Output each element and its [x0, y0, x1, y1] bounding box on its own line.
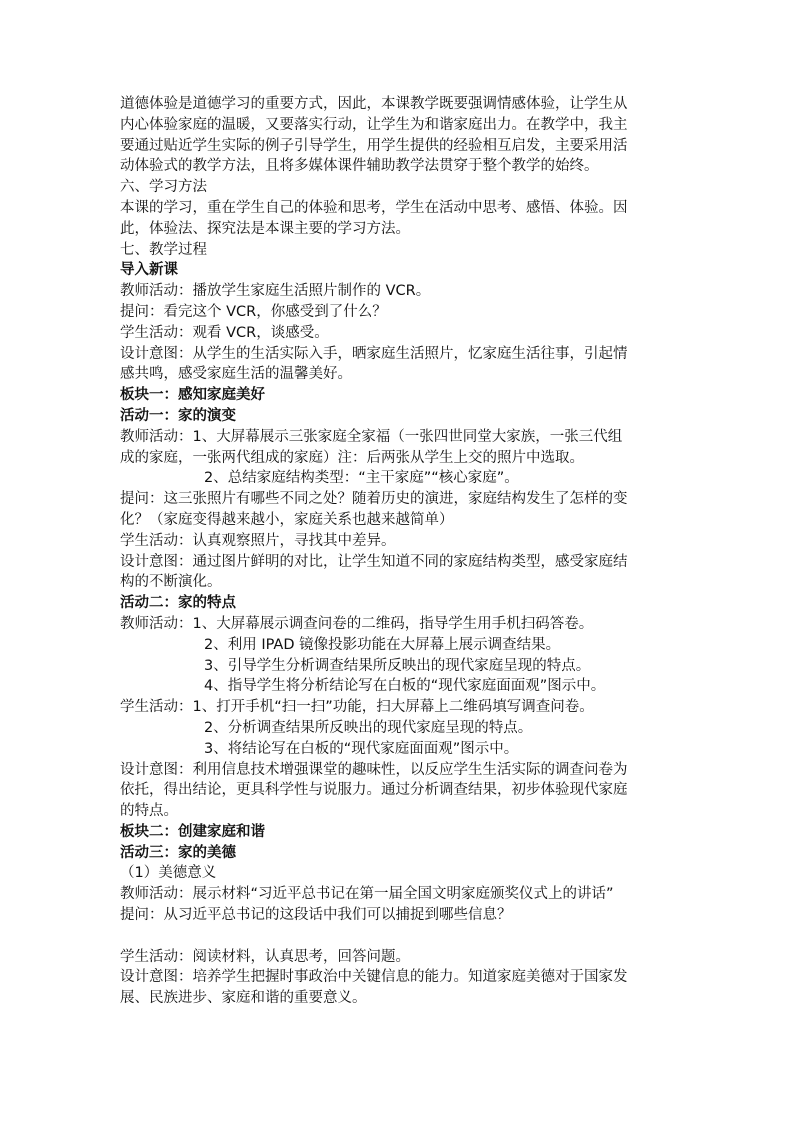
blank-line: [120, 926, 680, 947]
indented-item: 3、引导学生分析调查结果所反映出的现代家庭呈现的特点。: [204, 657, 591, 674]
block-heading: 板块二：创建家庭和谐: [120, 823, 265, 840]
paragraph-line: 设计意图：培养学生把握时事政治中关键信息的能力。知道家庭美德对于国家发: [120, 969, 628, 986]
paragraph-line: 教师活动：展示材料“习近平总书记在第一届全国文明家庭颁奖仪式上的讲话”: [120, 886, 614, 903]
indented-item: 2、利用 IPAD 镜像投影功能在大屏幕上展示调查结果。: [204, 636, 561, 653]
paragraph-line: 成的家庭，一张两代组成的家庭）注：后两张从学生上交的照片中选取。: [120, 449, 584, 466]
paragraph-line: 设计意图：通过图片鲜明的对比，让学生知道不同的家庭结构类型，感受家庭结: [120, 553, 628, 570]
activity-heading: 活动三：家的美德: [120, 844, 236, 861]
paragraph-line: 道德体验是道德学习的重要方式，因此，本课教学既要强调情感体验，让学生从: [120, 96, 628, 112]
indented-item: 2、分析调查结果所反映出的现代家庭呈现的特点。: [204, 719, 533, 736]
activity-heading: 活动一：家的演变: [120, 407, 236, 424]
paragraph-line: 构的不断演化。: [120, 574, 222, 591]
paragraph-line: 展、民族进步、家庭和谐的重要意义。: [120, 990, 367, 1007]
paragraph-line: 感共鸣，感受家庭生活的温馨美好。: [120, 366, 352, 383]
activity-heading: 活动二：家的特点: [120, 595, 236, 612]
paragraph-line: 学生活动：阅读材料，认真思考，回答问题。: [120, 948, 410, 965]
paragraph-line: 此，体验法、探究法是本课主要的学习方法。: [120, 220, 410, 237]
paragraph-line: 教师活动：1、大屏幕展示三张家庭全家福（一张四世同堂大家族，一张三代组: [120, 428, 623, 445]
subpoint-heading: （1）美德意义: [120, 865, 217, 882]
document-page: [120, 94, 680, 1009]
section-heading: 六、学习方法: [120, 179, 207, 196]
paragraph-line: 提问：看完这个 VCR，你感受到了什么？: [120, 303, 387, 320]
paragraph-line: 学生活动：观看 VCR，谈感受。: [120, 324, 329, 341]
paragraph-line: 要通过贴近学生实际的例子引导学生，用学生提供的经验相互启发，主要采用活: [120, 137, 628, 154]
paragraph-line: 的特点。: [120, 803, 178, 820]
indented-item: 4、指导学生将分析结论写在白板的“现代家庭面面观”图示中。: [204, 678, 606, 695]
paragraph-line: 动体验式的教学方法，且将多媒体课件辅助教学法贯穿于整个教学的始终。: [120, 158, 599, 175]
paragraph-line: 设计意图：利用信息技术增强课堂的趣味性，以反应学生生活实际的调查问卷为: [120, 761, 628, 778]
paragraph-line: 依托，得出结论，更具科学性与说服力。通过分析调查结果，初步体验现代家庭: [120, 782, 628, 799]
subsection-heading: 导入新课: [120, 262, 178, 279]
paragraph-line: 教师活动：1、大屏幕展示调查问卷的二维码，指导学生用手机扫码答卷。: [120, 615, 594, 632]
paragraph-line: 提问：从习近平总书记的这段话中我们可以捕捉到哪些信息？: [120, 907, 512, 924]
indented-item: 3、将结论写在白板的“现代家庭面面观”图示中。: [204, 740, 519, 757]
paragraph-line: 设计意图：从学生的生活实际入手，晒家庭生活照片，忆家庭生活往事，引起情: [120, 345, 628, 362]
section-heading: 七、教学过程: [120, 241, 207, 258]
paragraph-line: 内心体验家庭的温暖，又要落实行动，让学生为和谐家庭出力。在教学中，我主: [120, 116, 628, 133]
block-heading: 板块一：感知家庭美好: [120, 387, 265, 404]
paragraph-line: 教师活动：播放学生家庭生活照片制作的 VCR。: [120, 283, 431, 300]
paragraph-line: 提问：这三张照片有哪些不同之处？随着历史的演进，家庭结构发生了怎样的变: [120, 491, 628, 508]
indented-item: 2、总结家庭结构类型：“主干家庭”“核心家庭”。: [204, 470, 519, 487]
paragraph-line: 学生活动：1、打开手机“扫一扫”功能，扫大屏幕上二维码填写调查问卷。: [120, 699, 594, 716]
paragraph-line: 化？（家庭变得越来越小，家庭关系也越来越简单）: [120, 511, 454, 528]
paragraph-line: 本课的学习，重在学生自己的体验和思考，学生在活动中思考、感悟、体验。因: [120, 199, 628, 216]
paragraph-line: 学生活动：认真观察照片，寻找其中差异。: [120, 532, 396, 549]
